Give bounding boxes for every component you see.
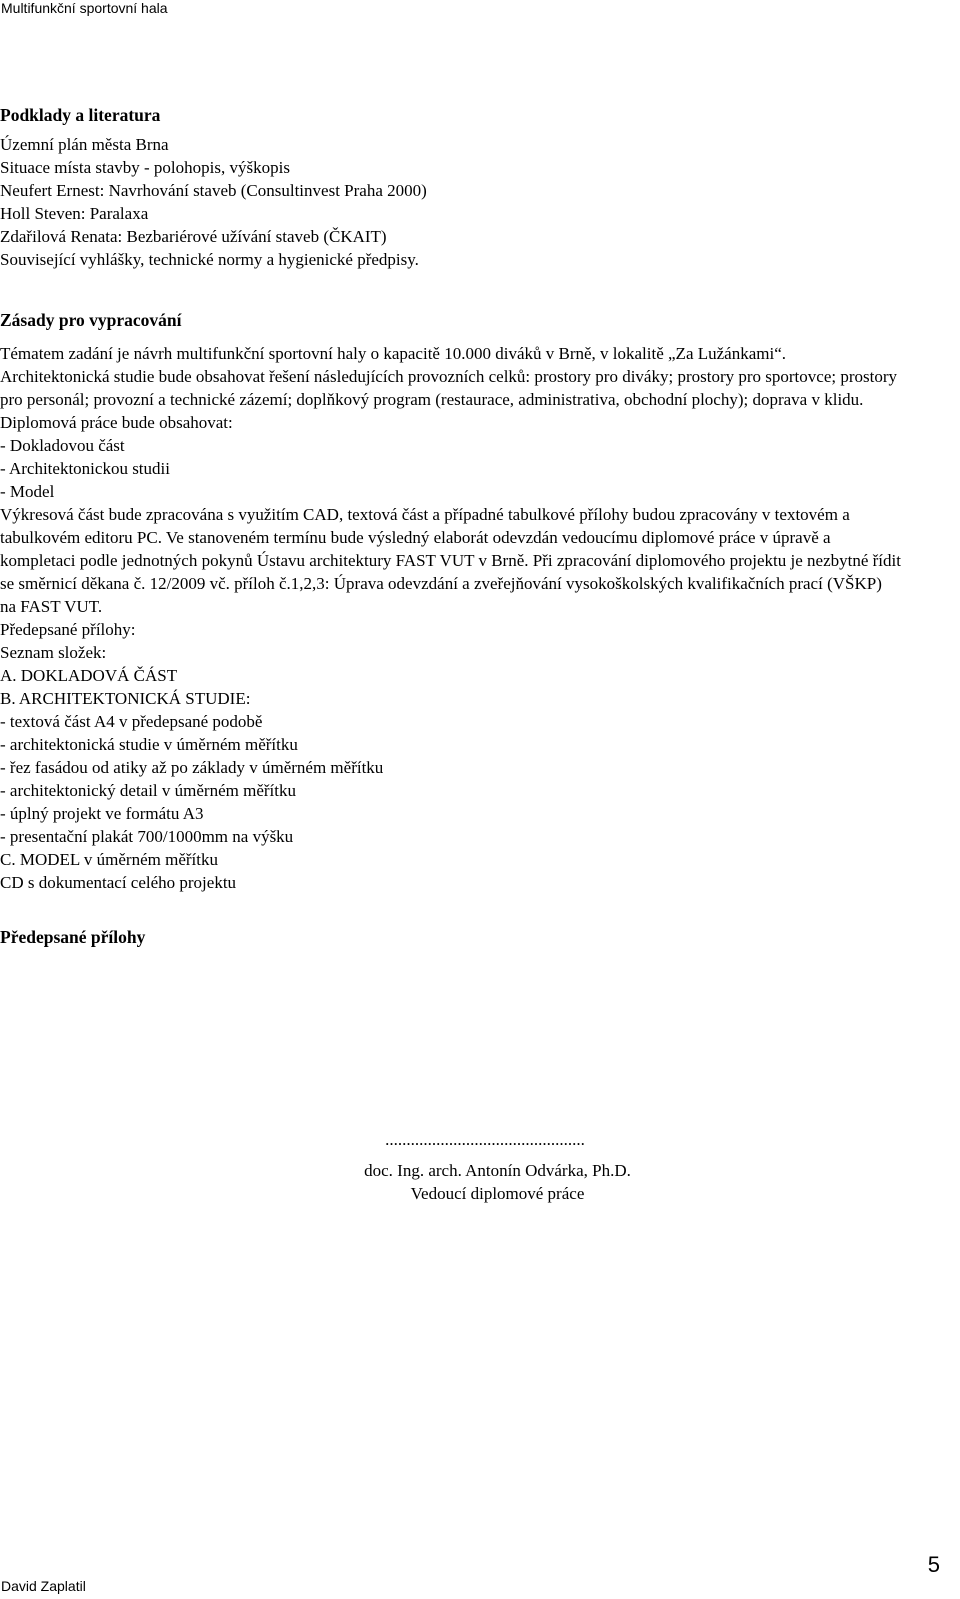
supervisor-role: Vedoucí diplomové práce xyxy=(410,1184,585,1203)
footer-author: David Zaplatil xyxy=(1,1578,86,1594)
supervisor-name: doc. Ing. arch. Antonín Odvárka, Ph.D. xyxy=(364,1161,631,1180)
section-heading-podklady: Podklady a literatura xyxy=(0,105,161,125)
reference-item: Související vyhlášky, technické normy a hygienické předpisy. xyxy=(0,250,419,269)
text-line: A. DOKLADOVÁ ČÁST xyxy=(0,666,178,685)
text-line: - presentační plakát 700/1000mm na výšku xyxy=(0,827,294,846)
reference-item: Neufert Ernest: Navrhování staveb (Consultinvest Praha 2000) xyxy=(0,181,427,200)
reference-item: Holl Steven: Paralaxa xyxy=(0,204,149,223)
text-line: Předepsané přílohy: xyxy=(0,620,136,639)
signature-line: ............................................... xyxy=(385,1130,585,1149)
section-heading-zasady: Zásady pro vypracování xyxy=(0,310,182,330)
thesis-contents-list xyxy=(0,411,920,503)
attachments-list xyxy=(0,618,920,894)
reference-item: Územní plán města Brna xyxy=(0,135,169,154)
text-line: Seznam složek: xyxy=(0,643,107,662)
reference-item: Zdařilová Renata: Bezbariérové užívání staveb (ČKAIT) xyxy=(0,227,387,246)
assignment-intro: Tématem zadání je návrh multifunkční sportovní haly o kapacitě 10.000 diváků v Brně, v lokalitě „Za Lužánkami“. xyxy=(0,344,787,363)
assignment-paragraph: Architektonická studie bude obsahovat řešení následujících provozních celků: prostory pro diváky; prostory pro sportovce; prostory pro personál; provozní a technické zázemí; doplňkový program (restaurace, administrativa, obchodní plochy); doprava v klidu. xyxy=(0,367,897,409)
running-header-title: Multifunkční sportovní hala xyxy=(1,0,168,16)
text-line: - řez fasádou od atiky až po základy v úměrném měřítku xyxy=(0,758,384,777)
text-line: - Dokladovou část xyxy=(0,436,125,455)
section-heading-prilohy: Předepsané přílohy xyxy=(0,927,146,947)
text-line: - architektonický detail v úměrném měřítku xyxy=(0,781,296,800)
signature-block xyxy=(0,1128,940,1205)
page-number: 5 xyxy=(927,1552,940,1577)
document-body xyxy=(0,104,920,949)
text-line: C. MODEL v úměrném měřítku xyxy=(0,850,218,869)
text-line: - textová část A4 v předepsané podobě xyxy=(0,712,263,731)
text-line: - úplný projekt ve formátu A3 xyxy=(0,804,204,823)
text-line: B. ARCHITEKTONICKÁ STUDIE: xyxy=(0,689,251,708)
text-line: - architektonická studie v úměrném měřítku xyxy=(0,735,298,754)
text-line: - Model xyxy=(0,482,55,501)
submission-paragraph: Výkresová část bude zpracována s využitím CAD, textová část a případné tabulkové přílohy budou zpracovány v textovém a tabulkovém editoru PC. Ve stanoveném termínu bude výsledný elaborát odevzdán vedoucímu diplomové práce v úpravě a kompletaci podle jednotných pokynů Ústavu architektury FAST VUT v Brně. Při zpracování diplomového projektu je nezbytné řídit se směrnicí děkana č. 12/2009 vč. příloh č.1,2,3: Úprava odevzdání a zveřejňování vysokoškolských kvalifikačních prací (VŠKP) na FAST VUT. xyxy=(0,505,901,616)
text-line: Diplomová práce bude obsahovat: xyxy=(0,413,233,432)
text-line: CD s dokumentací celého projektu xyxy=(0,873,237,892)
text-line: - Architektonickou studii xyxy=(0,459,170,478)
reference-item: Situace místa stavby - polohopis, výškopis xyxy=(0,158,290,177)
references-list xyxy=(0,133,920,271)
